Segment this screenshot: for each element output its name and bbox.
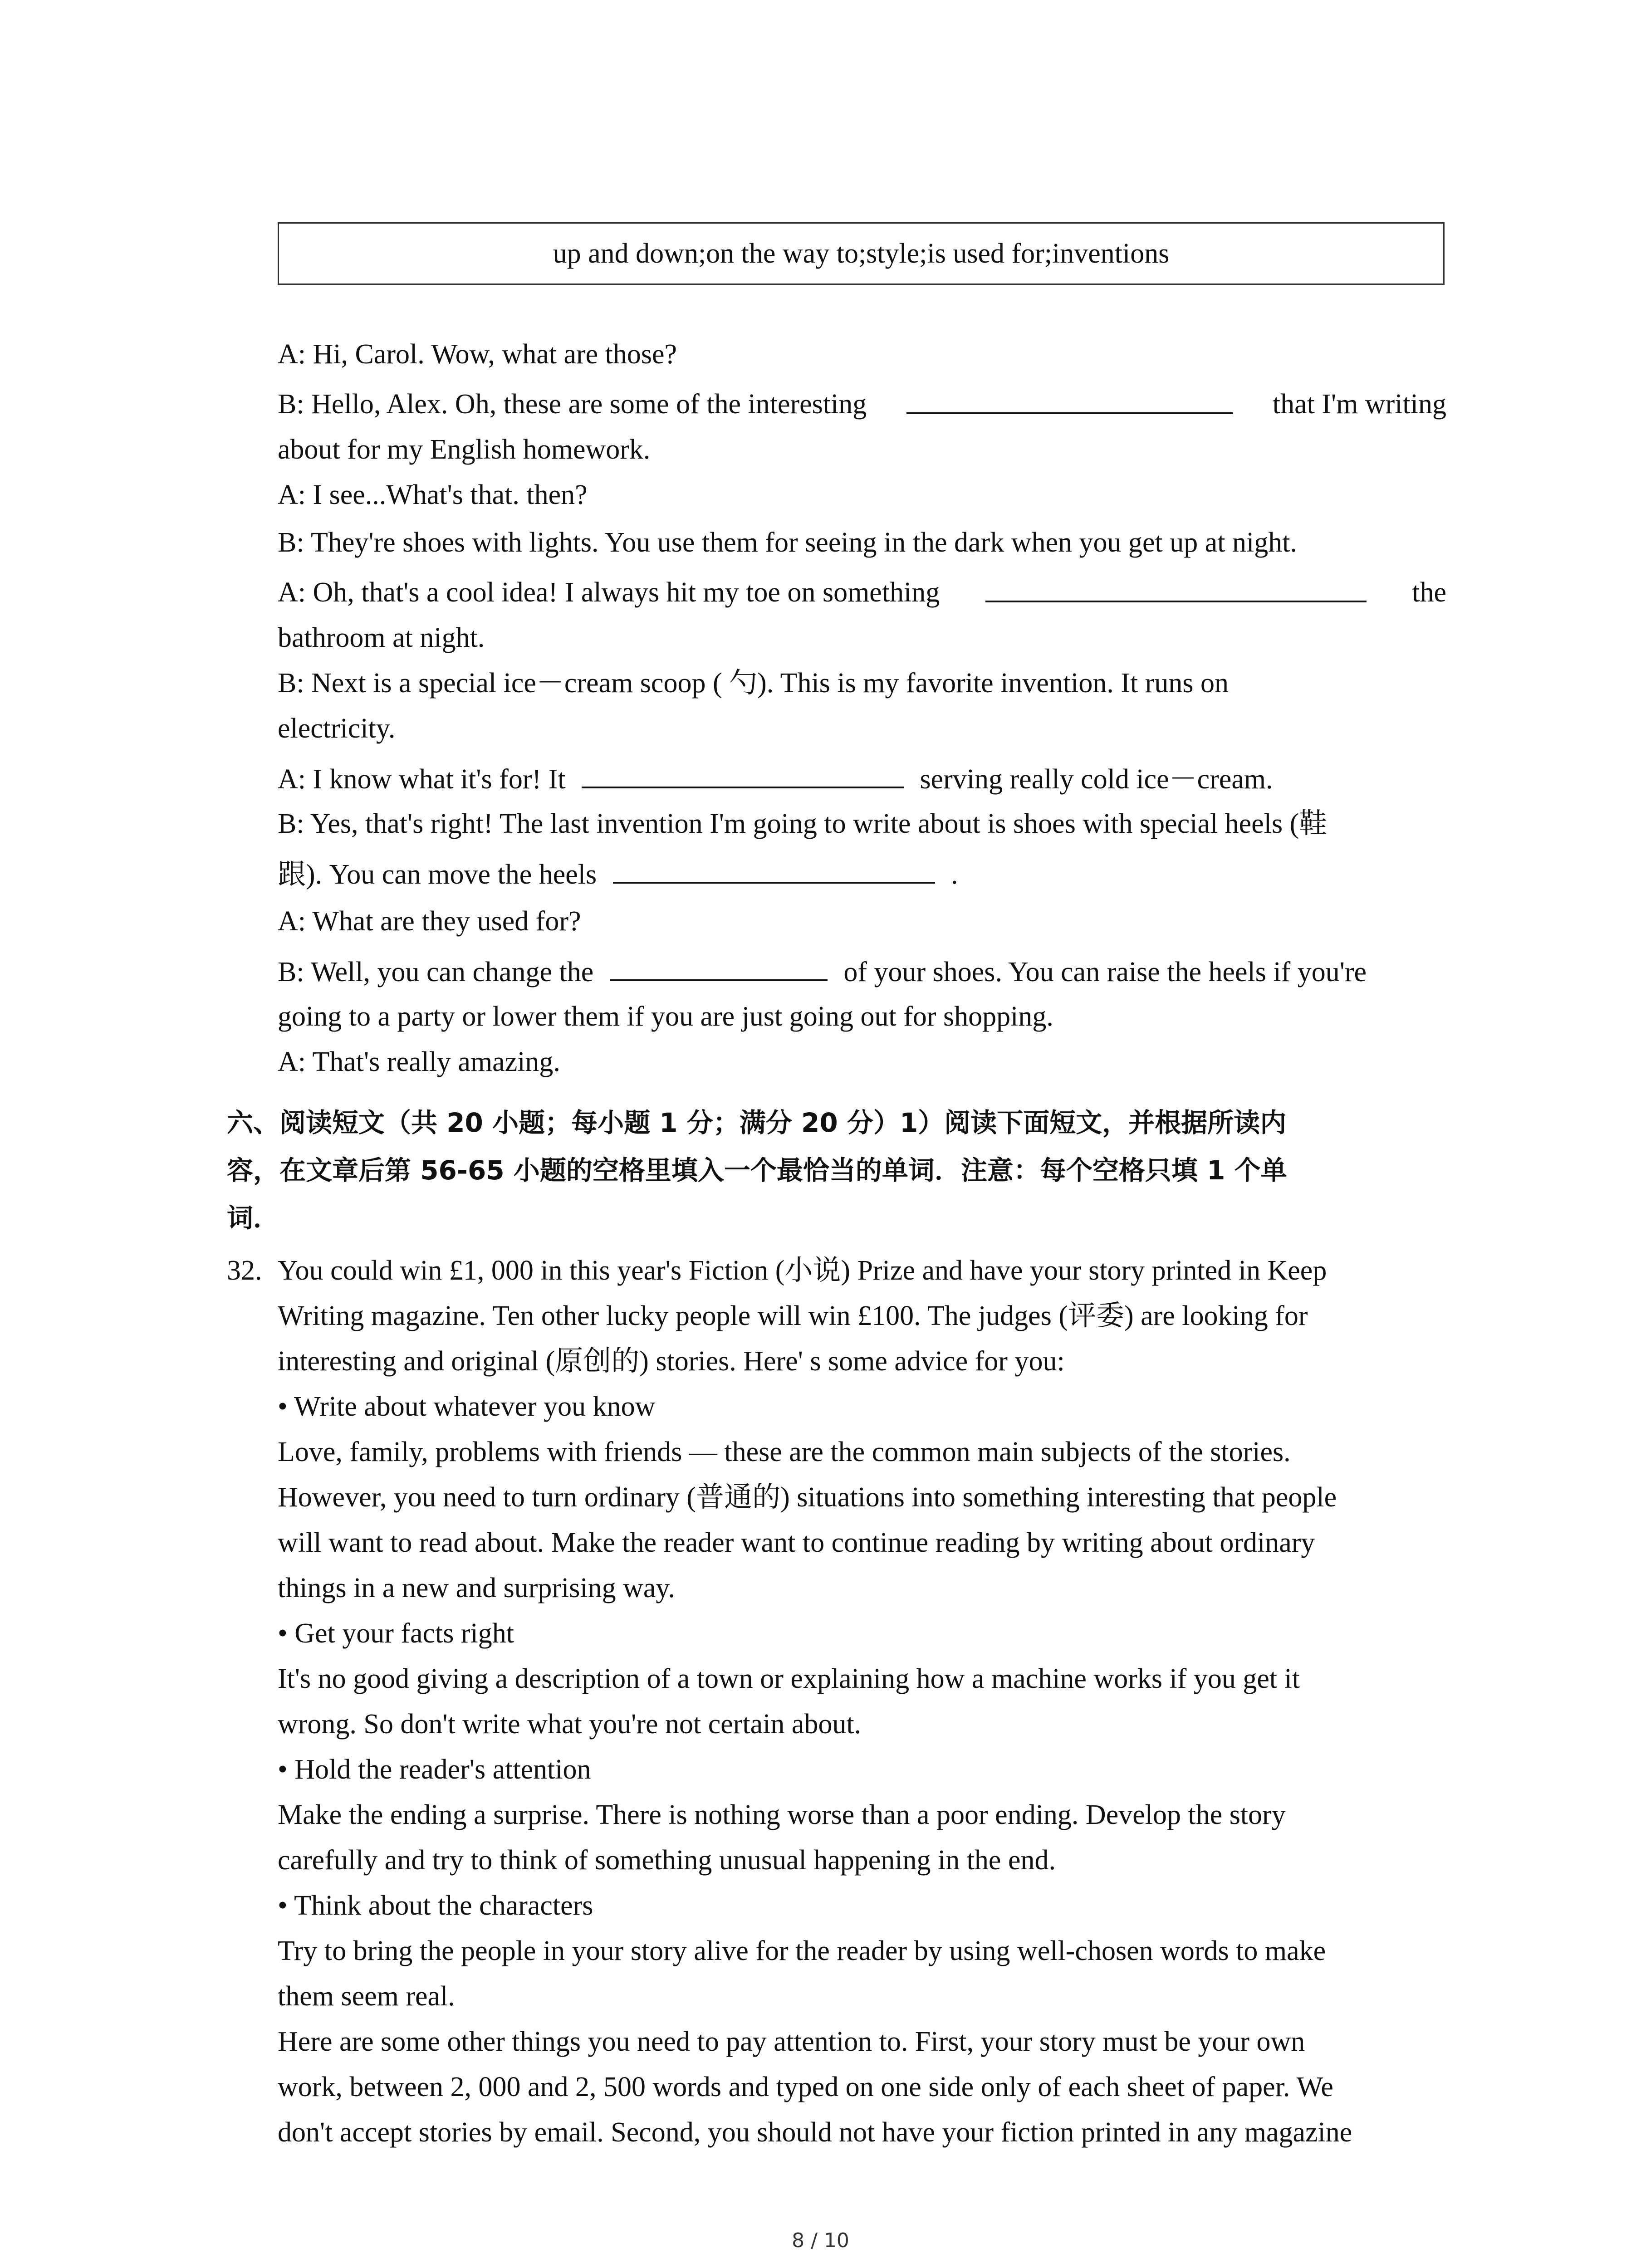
passage-line: • Think about the characters xyxy=(278,1890,593,1921)
dialogue-text: serving really cold ice－cream. xyxy=(920,764,1273,795)
passage-line: Try to bring the people in your story alive for the reader by using well-chosen words to make xyxy=(278,1936,1326,1966)
passage-line: However, you need to turn ordinary (普通的) situations into something interesting that people xyxy=(278,1482,1337,1513)
passage-line: don't accept stories by email. Second, you should not have your fiction printed in any magazine xyxy=(278,2117,1352,2148)
section-heading-line: 容，在文章后第 56-65 小题的空格里填入一个最恰当的单词．注意：每个空格只填 1 个单 xyxy=(227,1155,1287,1186)
dialogue-line: A: Hi, Carol. Wow, what are those? xyxy=(278,339,677,370)
dialogue-text: A: Oh, that's a cool idea! I always hit my toe on something xyxy=(278,577,940,608)
answer-blank[interactable] xyxy=(613,857,935,884)
dialogue-line: about for my English homework. xyxy=(278,434,651,465)
passage-line: It's no good giving a description of a town or explaining how a machine works if you get it xyxy=(278,1663,1300,1694)
passage-line: • Hold the reader's attention xyxy=(278,1754,591,1785)
dialogue-line: going to a party or lower them if you are just going out for shopping. xyxy=(278,1001,1053,1032)
answer-blank[interactable] xyxy=(985,576,1367,602)
question-number: 32. xyxy=(227,1255,262,1286)
passage-line: interesting and original (原创的) stories. Here' s some advice for you: xyxy=(278,1346,1065,1377)
passage-line: Writing magazine. Ten other lucky people will win £100. The judges (评委) are looking for xyxy=(278,1300,1308,1331)
dialogue-line xyxy=(278,388,1446,420)
answer-blank[interactable] xyxy=(610,955,828,981)
dialogue-line xyxy=(278,762,1446,796)
dialogue-text: of your shoes. You can raise the heels if you're xyxy=(843,957,1367,987)
answer-blank[interactable] xyxy=(582,762,904,788)
passage-line: work, between 2, 000 and 2, 500 words and typed on one side only of each sheet of paper. We xyxy=(278,2072,1333,2102)
word-bank-text: up and down;on the way to;style;is used for;inventions xyxy=(553,238,1170,269)
passage-line: will want to read about. Make the reader want to continue reading by writing about ordinary xyxy=(278,1527,1315,1558)
passage-line: things in a new and surprising way. xyxy=(278,1573,675,1603)
dialogue-line: B: Next is a special ice－cream scoop ( 勺). This is my favorite invention. It runs on xyxy=(278,668,1229,699)
dialogue-text: B: Well, you can change the xyxy=(278,957,594,987)
dialogue-line: B: Yes, that's right! The last invention I'm going to write about is shoes with special heels (鞋 xyxy=(278,808,1327,839)
dialogue-text: B: Hello, Alex. Oh, these are some of the interesting xyxy=(278,389,867,420)
passage-line: You could win £1, 000 in this year's Fiction (小说) Prize and have your story printed in Keep xyxy=(278,1255,1327,1286)
passage-line: wrong. So don't write what you're not certain about. xyxy=(278,1709,862,1740)
dialogue-line: electricity. xyxy=(278,713,396,744)
dialogue-line: bathroom at night. xyxy=(278,622,485,653)
passage-line: • Write about whatever you know xyxy=(278,1391,656,1422)
dialogue-line xyxy=(278,576,1446,609)
section-heading-line: 六、阅读短文（共 20 小题；每小题 1 分；满分 20 分）1）阅读下面短文，并根据所读内 xyxy=(227,1107,1287,1138)
dialogue-line xyxy=(278,955,1446,988)
passage-line: Make the ending a surprise. There is nothing worse than a poor ending. Develop the story xyxy=(278,1799,1286,1830)
page-number: 8 / 10 xyxy=(792,2229,849,2252)
dialogue-line: A: That's really amazing. xyxy=(278,1046,560,1077)
dialogue-line xyxy=(278,857,1446,891)
dialogue-text: 跟). You can move the heels xyxy=(278,859,597,890)
passage-line: Love, family, problems with friends — these are the common main subjects of the stories. xyxy=(278,1437,1291,1467)
answer-blank[interactable] xyxy=(906,388,1233,414)
passage-line: them seem real. xyxy=(278,1981,455,2012)
passage-line: Here are some other things you need to pay attention to. First, your story must be your own xyxy=(278,2026,1305,2057)
word-bank-box xyxy=(278,222,1445,285)
dialogue-line: A: I see...What's that. then? xyxy=(278,479,588,510)
dialogue-text: A: I know what it's for! It xyxy=(278,764,566,795)
dialogue-line: A: What are they used for? xyxy=(278,906,581,937)
dialogue-text: the xyxy=(1412,577,1446,608)
dialogue-text: . xyxy=(951,859,958,890)
passage-line: carefully and try to think of something unusual happening in the end. xyxy=(278,1845,1056,1876)
dialogue-text: that I'm writing xyxy=(1272,389,1446,420)
passage-line: • Get your facts right xyxy=(278,1618,514,1649)
dialogue-line: B: They're shoes with lights. You use them for seeing in the dark when you get up at night. xyxy=(278,527,1297,558)
section-heading-line: 词． xyxy=(227,1202,280,1233)
